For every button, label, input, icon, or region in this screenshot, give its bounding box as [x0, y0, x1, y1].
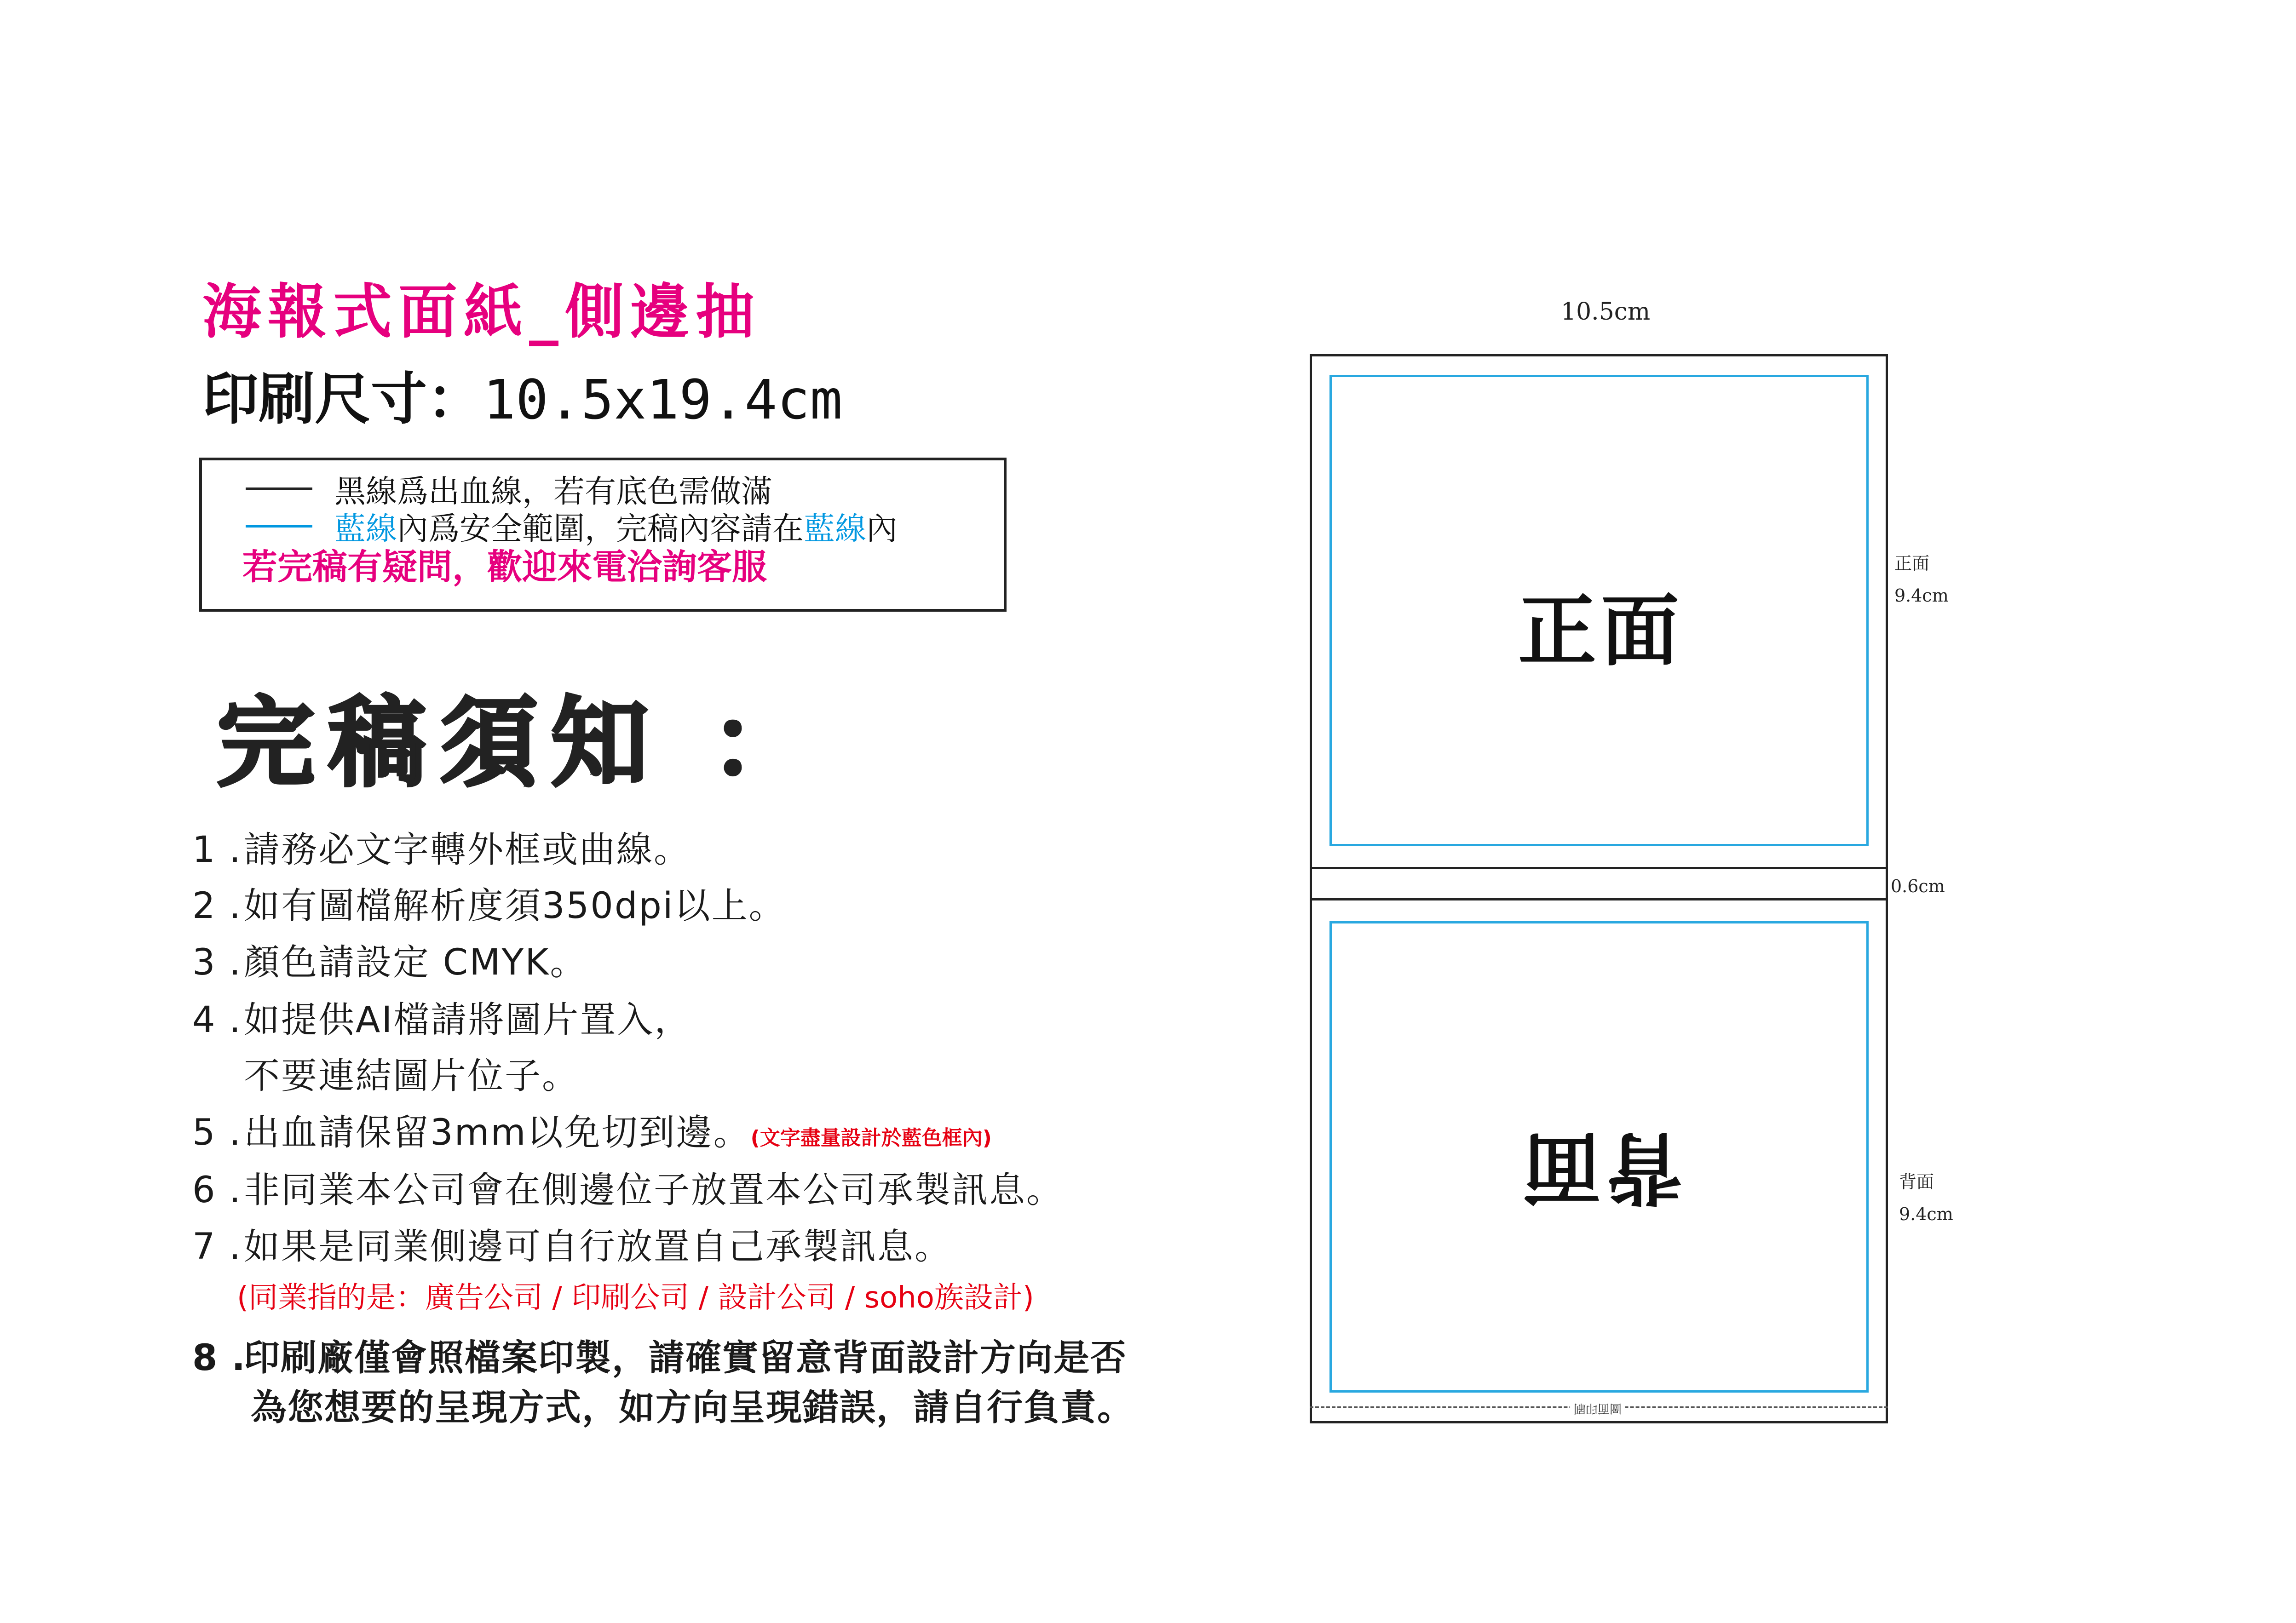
rule-item	[192, 1329, 1127, 1381]
rule-item	[192, 877, 786, 929]
front-side-size: 9.4cm	[1894, 585, 1949, 606]
front-panel-label: 正面	[1518, 586, 1684, 677]
legend-safe-end: 內	[866, 510, 898, 547]
legend-safe-word-2: 藍線	[804, 510, 867, 547]
rule-number: 6 .	[192, 1170, 242, 1211]
rule-item	[192, 1161, 1064, 1213]
rule-text: 如提供AI檔請將圖片置入，	[244, 999, 692, 1041]
print-size	[202, 354, 842, 435]
print-size-label: 印刷尺寸：	[202, 367, 483, 432]
rule-text: 非同業本公司會在側邊位子放置本公司承製訊息。	[244, 1170, 1064, 1211]
rule-item	[192, 821, 691, 872]
rule-text: 印刷廠僅會照檔案印製，請確實留意背面設計方向是否	[244, 1337, 1128, 1379]
back-panel-label: 背面	[1518, 1121, 1684, 1212]
legend-safe-word-1: 藍線	[334, 510, 397, 547]
legend-contact-row	[242, 545, 767, 587]
rule-number: 5 .	[192, 1112, 242, 1153]
rule-continuation: 不要連結圖片位子。	[244, 1055, 580, 1097]
rule-text: 請務必文字轉外框或曲線。	[244, 829, 691, 871]
safe-line-swatch	[246, 525, 312, 528]
rule-text: 顏色請設定 CMYK。	[244, 942, 587, 983]
front-side-name: 正面	[1894, 553, 1930, 573]
rule-text: 出血請保留3mm以免切到邊。	[244, 1112, 751, 1153]
peer-note: (同業指的是：廣告公司 / 印刷公司 / 設計公司 / soho族設計)	[237, 1281, 1034, 1315]
back-side-dimension	[1899, 1166, 1953, 1230]
bottom-print-text: 圖面印刷	[1570, 1401, 1625, 1418]
rule-item	[192, 934, 587, 985]
notice-heading: 完稿須知 ：	[217, 686, 822, 800]
legend-bleed-row	[246, 470, 773, 510]
legend-safe-text: 內爲安全範圍，完稿內容請在	[397, 510, 804, 547]
legend-bleed-text: 黑線爲出血線，若有底色需做滿	[334, 473, 773, 510]
rule-number: 2 .	[192, 885, 242, 927]
rule-number: 1 .	[192, 829, 242, 871]
rule-number: 7 .	[192, 1226, 242, 1267]
rule-note: (文字盡量設計於藍色框內)	[750, 1126, 992, 1150]
legend-contact-text: 若完稿有疑問，歡迎來電洽詢客服	[242, 546, 767, 587]
rule-number: 3 .	[192, 942, 242, 983]
back-panel-top-line	[1310, 898, 1888, 900]
rule-text: 如果是同業側邊可自行放置自己承製訊息。	[244, 1226, 952, 1267]
rule-item	[192, 1104, 992, 1155]
legend-box	[199, 458, 1007, 612]
rule-text: 如有圖檔解析度須350dpi以上。	[244, 885, 786, 927]
print-size-value: 10.5x19.4cm	[483, 368, 843, 431]
back-side-name: 背面	[1899, 1172, 1934, 1192]
bleed-line-swatch	[246, 487, 312, 490]
front-panel-bottom-line	[1310, 867, 1888, 869]
width-dimension: 10.5cm	[1561, 298, 1651, 326]
back-side-size: 9.4cm	[1899, 1204, 1953, 1224]
front-side-dimension	[1894, 547, 1949, 612]
rule-number: 8 .	[192, 1337, 247, 1379]
gap-dimension: 0.6cm	[1891, 876, 1945, 896]
page-title: 海報式面紙_側邊抽	[202, 278, 761, 346]
rule-number: 4 .	[192, 999, 242, 1041]
rule-item	[192, 991, 691, 1043]
rule-continuation: 為您想要的呈現方式，如方向呈現錯誤，請自行負責。	[251, 1387, 1134, 1428]
rule-item	[192, 1218, 952, 1269]
